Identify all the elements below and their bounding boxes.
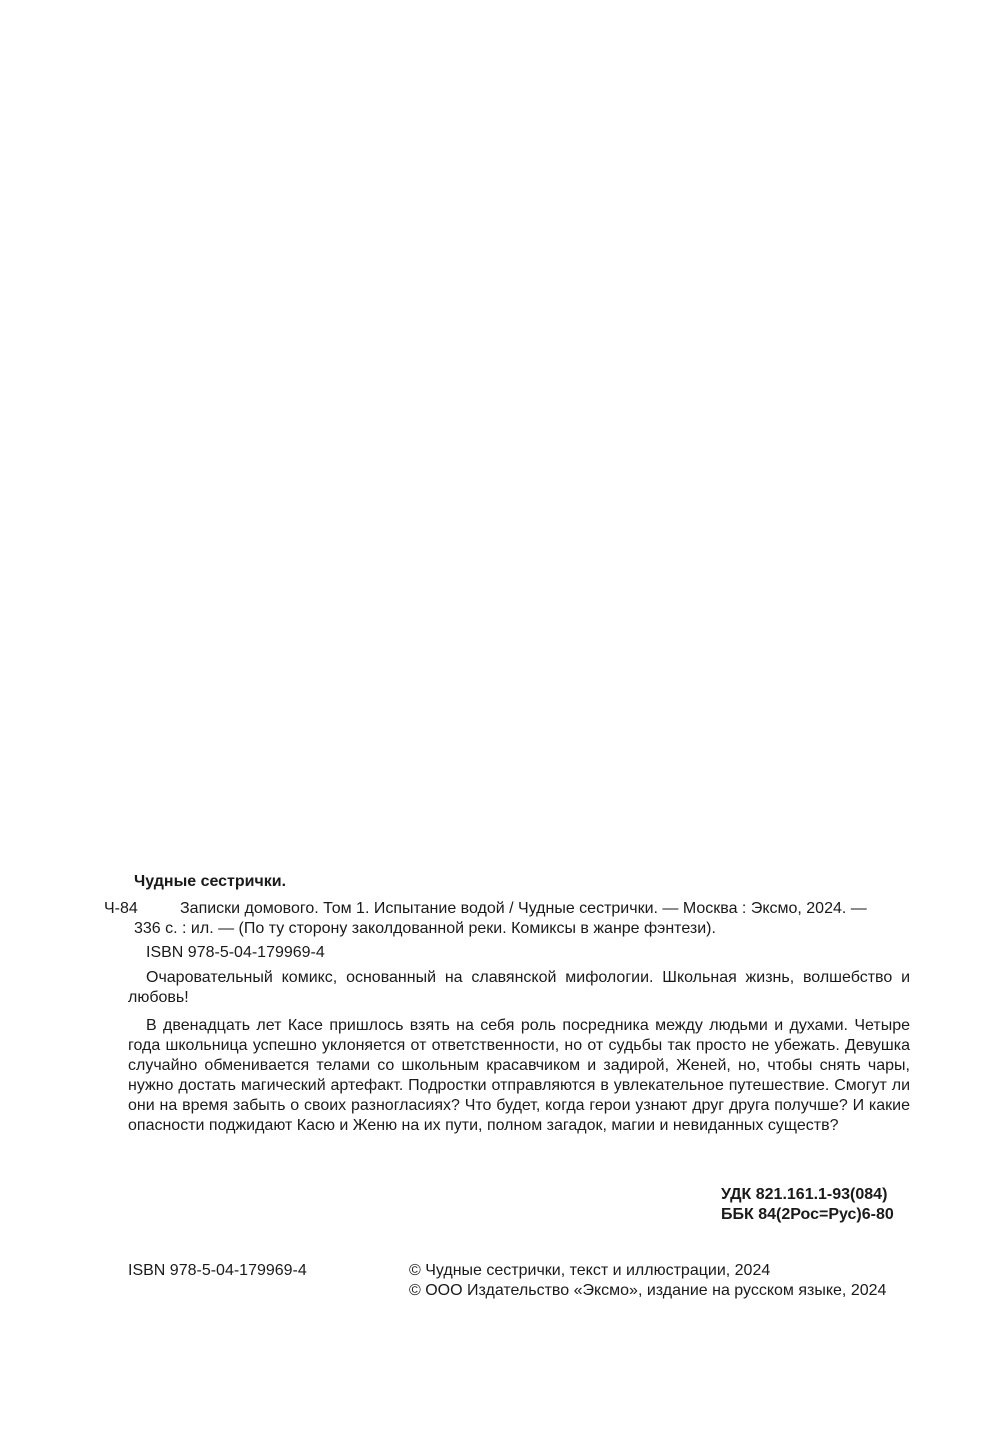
copyright-line-2: © ООО Издательство «Эксмо», издание на русском языке, 2024: [409, 1282, 887, 1299]
catalog-code: Ч-84: [104, 900, 138, 917]
isbn-top: ISBN 978-5-04-179969-4: [146, 944, 325, 961]
isbn-bottom: ISBN 978-5-04-179969-4: [128, 1262, 307, 1279]
bibliographic-record-line2: 336 с. : ил. — (По ту сторону заколдованной реки. Комиксы в жанре фэнтези).: [134, 920, 716, 937]
annotation-paragraph-1: Очаровательный комикс, основанный на славянской мифологии. Школьная жизнь, волшебство и любовь!: [128, 969, 910, 1006]
copyright-block: [409, 1261, 886, 1301]
annotation-paragraph-2: В двенадцать лет Касе пришлось взять на себя роль посредника между людьми и духами. Четыре года школьница успешно уклоняется от ответственности, но от судьбы так просто не убежать. Девушка случайно обменивается телами со школьным красавчиком и задирой, Женей, но, чтобы снять чары, нужно достать магический артефакт. Подростки отправляются в увлекательное путешествие. Смогут ли они на время забыть о своих разногласиях? Что будет, когда герои узнают друг друга получше? И какие опасности поджидают Касю и Женю на их пути, полном загадок, магии и невиданных существ?: [128, 1017, 910, 1134]
classification-block: [721, 1185, 894, 1225]
bbk-code: ББК 84(2Рос=Рус)6-80: [721, 1206, 894, 1223]
udk-code: УДК 821.161.1-93(084): [721, 1186, 888, 1203]
bibliographic-record-line1: Записки домового. Том 1. Испытание водой / Чудные сестрички. — Москва : Эксмо, 2024. —: [180, 900, 867, 917]
copyright-line-1: © Чудные сестрички, текст и иллюстрации, 2024: [409, 1262, 771, 1279]
author-heading: Чудные сестрички.: [134, 873, 287, 890]
